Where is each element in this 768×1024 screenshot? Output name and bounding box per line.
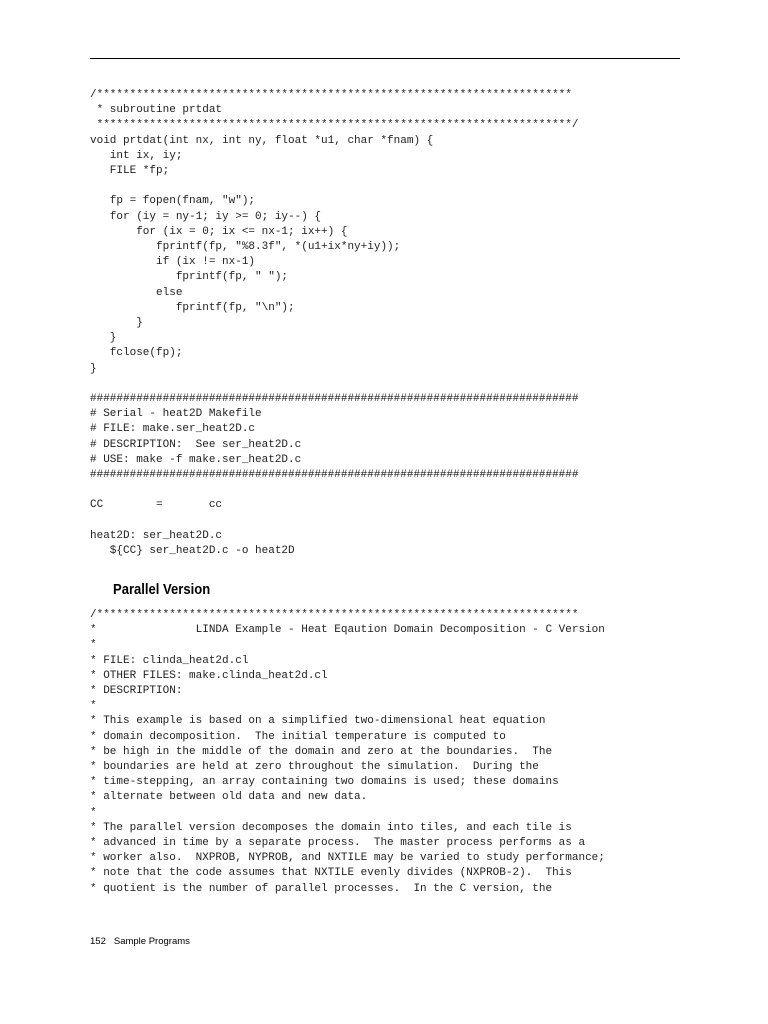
header-rule (90, 58, 680, 59)
code-listing-linda-header: /************************************************************************* * LINDA Example - Heat Eqaution Domain Decomposition - C Version * * FILE: clinda_heat2d.cl * OTHER FILES: make.clinda_heat2d.cl * DESCRIPTION: * * This example is based on a simplified two-dimensional heat equation * domain decomposition. The initial temperature is computed to * be high in the middle of the domain and zero at the boundaries. The * boundaries are held at zero throughout the simulation. During the * time-stepping, an array containing two domains is used; these domains * alternate between old data and new data. * * The parallel version decomposes the domain into tiles, and each tile is * advanced in time by a separate process. The master process performs as a * worker also. NXPROB, NYPROB, and NXTILE may be varied to study performance; * note that the code assumes that NXTILE evenly divides (NXPROB-2). This * quotient is the number of parallel processes. In the C version, the (90, 609, 605, 895)
section-heading: Parallel Version (113, 582, 211, 598)
code-listing-prtdat-makefile: /************************************************************************ * subroutine prtdat ************************************************************************/ void prtdat(int nx, int ny, float *u1, char *fnam) { int ix, iy; FILE *fp; fp = fopen(fnam, "w"); for (iy = ny-1; iy >= 0; iy--) { for (ix = 0; ix <= nx-1; ix++) { fprintf(fp, "%8.3f", *(u1+ix*ny+iy)); if (ix != nx-1) fprintf(fp, " "); else fprintf(fp, "\n"); } } fclose(fp); } ########################################################################## # Serial - heat2D Makefile # FILE: make.ser_heat2D.c # DESCRIPTION: See ser_heat2D.c # USE: make -f make.ser_heat2D.c ########################################################################## CC = cc heat2D: ser_heat2D.c ${CC} ser_heat2D.c -o heat2D (90, 89, 579, 558)
page-footer (90, 936, 190, 947)
page-number: 152 (90, 936, 106, 947)
footer-section-title: Sample Programs (113, 936, 190, 947)
